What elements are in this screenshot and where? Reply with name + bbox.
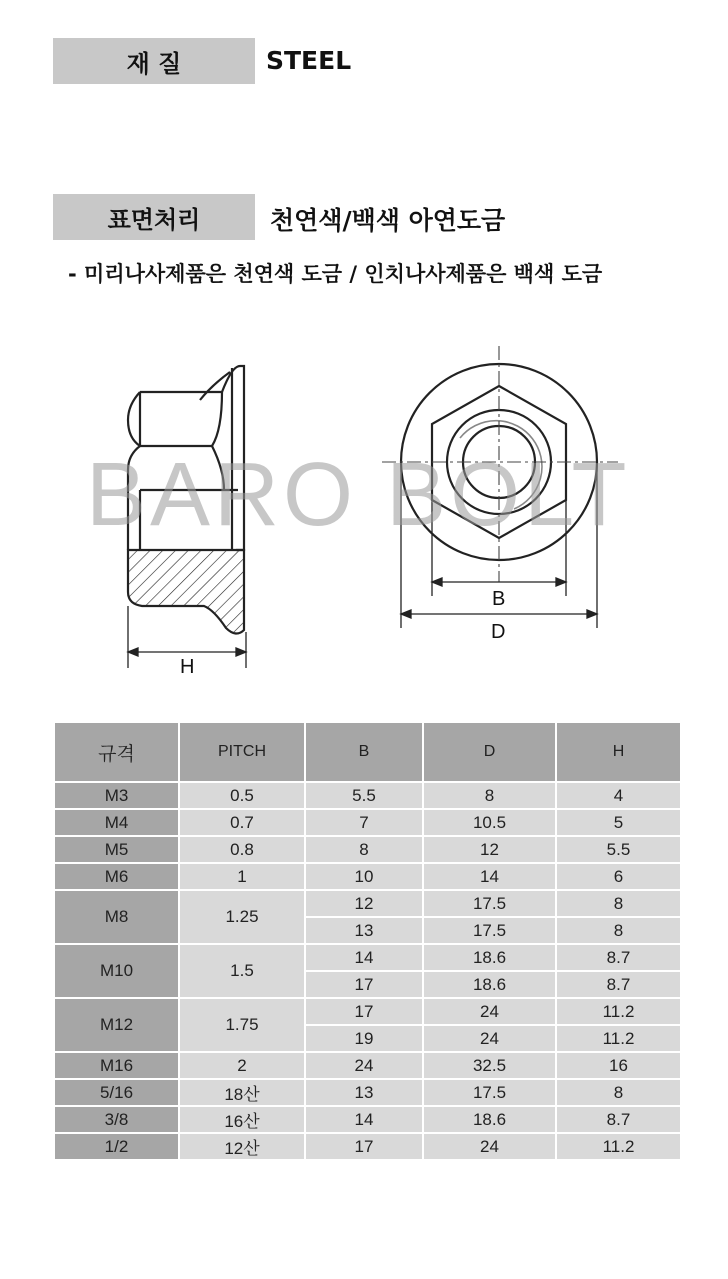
table-row (54, 836, 681, 863)
cell-d: 32.5 (423, 1052, 556, 1079)
cell-b: 5.5 (305, 782, 423, 809)
flange-nut-drawing (0, 330, 728, 690)
surface-value: 천연색/백색 아연도금 (270, 206, 506, 235)
cell-pitch: 1 (179, 863, 305, 890)
cell-h: 11.2 (556, 1133, 681, 1160)
cell-d: 10.5 (423, 809, 556, 836)
cell-b: 19 (305, 1025, 423, 1052)
table-row (54, 944, 681, 971)
cell-pitch: 18산 (179, 1079, 305, 1106)
table-row (54, 863, 681, 890)
cell-pitch: 1.5 (179, 944, 305, 998)
cell-d: 17.5 (423, 1079, 556, 1106)
spec-table-header (54, 722, 681, 782)
table-row (54, 998, 681, 1025)
table-row (54, 782, 681, 809)
cell-d: 12 (423, 836, 556, 863)
cell-h: 16 (556, 1052, 681, 1079)
cell-pitch: 2 (179, 1052, 305, 1079)
watermark-text: BARO BOLT (86, 445, 631, 545)
cell-pitch: 16산 (179, 1106, 305, 1133)
cell-h: 8.7 (556, 1106, 681, 1133)
cell-pitch: 0.7 (179, 809, 305, 836)
cell-h: 8.7 (556, 971, 681, 998)
cell-d: 8 (423, 782, 556, 809)
cell-h: 5 (556, 809, 681, 836)
cell-b: 12 (305, 890, 423, 917)
header-pitch: PITCH (179, 722, 305, 782)
cell-d: 18.6 (423, 1106, 556, 1133)
cell-size: 1/2 (54, 1133, 179, 1160)
dim-h-label: H (180, 656, 195, 678)
cell-b: 14 (305, 1106, 423, 1133)
cell-size: 3/8 (54, 1106, 179, 1133)
cell-b: 17 (305, 971, 423, 998)
cell-size: M12 (54, 998, 179, 1052)
cell-d: 17.5 (423, 890, 556, 917)
cell-b: 17 (305, 1133, 423, 1160)
cell-h: 8.7 (556, 944, 681, 971)
header-size: 규격 (54, 722, 179, 782)
cell-b: 24 (305, 1052, 423, 1079)
cell-size: M6 (54, 863, 179, 890)
dim-d-label: D (491, 621, 506, 643)
cell-d: 14 (423, 863, 556, 890)
header-b: B (305, 722, 423, 782)
cell-pitch: 0.5 (179, 782, 305, 809)
cell-b: 13 (305, 917, 423, 944)
material-label: 재 질 (53, 38, 255, 84)
cell-b: 7 (305, 809, 423, 836)
cell-h: 11.2 (556, 998, 681, 1025)
cell-d: 24 (423, 998, 556, 1025)
surface-label: 표면처리 (53, 194, 255, 240)
dim-b-label: B (492, 588, 506, 610)
cell-pitch: 12산 (179, 1133, 305, 1160)
cell-h: 8 (556, 890, 681, 917)
cell-size: M4 (54, 809, 179, 836)
cell-d: 18.6 (423, 944, 556, 971)
spec-table-body (54, 782, 681, 1160)
cell-size: M3 (54, 782, 179, 809)
header-d: D (423, 722, 556, 782)
cell-pitch: 0.8 (179, 836, 305, 863)
table-row (54, 890, 681, 917)
cell-size: M8 (54, 890, 179, 944)
cell-b: 13 (305, 1079, 423, 1106)
cell-h: 4 (556, 782, 681, 809)
cell-b: 14 (305, 944, 423, 971)
header-h: H (556, 722, 681, 782)
spec-table (53, 721, 682, 1161)
cell-h: 8 (556, 1079, 681, 1106)
cell-size: M10 (54, 944, 179, 998)
material-value: STEEL (266, 46, 352, 75)
cell-size: 5/16 (54, 1079, 179, 1106)
plating-note: - 미리나사제품은 천연색 도금 / 인치나사제품은 백색 도금 (68, 262, 603, 286)
cell-h: 11.2 (556, 1025, 681, 1052)
cell-h: 6 (556, 863, 681, 890)
cell-size: M16 (54, 1052, 179, 1079)
table-row (54, 1133, 681, 1160)
cell-h: 8 (556, 917, 681, 944)
cell-h: 5.5 (556, 836, 681, 863)
table-row (54, 809, 681, 836)
cell-d: 18.6 (423, 971, 556, 998)
cell-b: 8 (305, 836, 423, 863)
table-row (54, 1079, 681, 1106)
table-row (54, 1106, 681, 1133)
cell-d: 24 (423, 1133, 556, 1160)
cell-b: 17 (305, 998, 423, 1025)
cell-size: M5 (54, 836, 179, 863)
cell-pitch: 1.75 (179, 998, 305, 1052)
cell-b: 10 (305, 863, 423, 890)
cell-pitch: 1.25 (179, 890, 305, 944)
cell-d: 17.5 (423, 917, 556, 944)
cell-d: 24 (423, 1025, 556, 1052)
table-row (54, 1052, 681, 1079)
